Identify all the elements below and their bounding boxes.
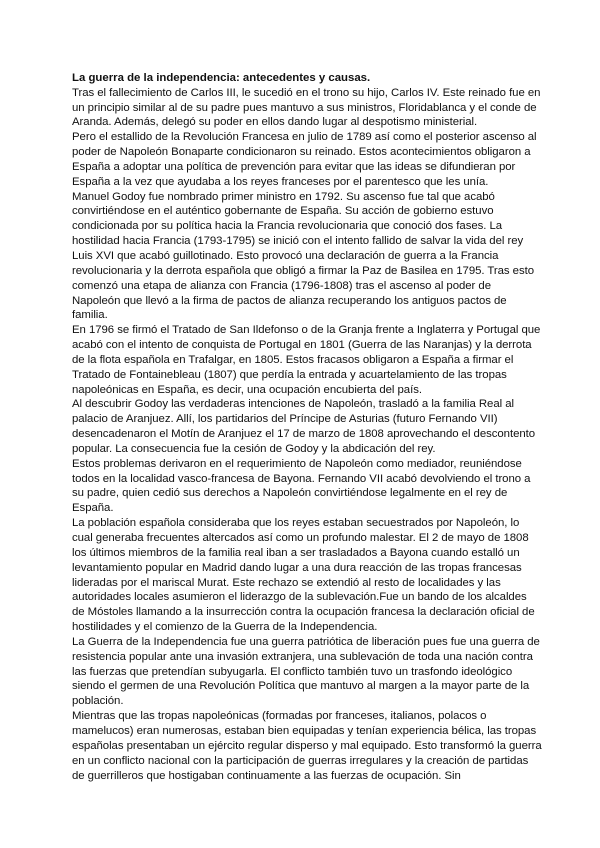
- paragraph-dos-de-mayo: La población española consideraba que los reyes estaban secuestrados por Napoleón, lo cual generaba frecuentes altercados así como un profundo malestar. El 2 de mayo de 1808 los últimos miembros de la familia real iban a ser trasladados a Bayona cuando estalló un levantamiento popular en Madrid dando lugar a una dura reacción de las tropas francesas lideradas por el mariscal Murat. Este rechazo se extendió al resto de localidades y las autoridades locales asumieron el liderazgo de la sublevación.Fue un bando de los alcaldes de Móstoles llamando a la insurrección contra la ocupación francesa la declaración oficial de hostilidades y el comienzo de la Guerra de la Independencia.: [72, 517, 535, 634]
- document-title: La guerra de la independencia: antecedentes y causas.: [72, 72, 371, 84]
- paragraph-bayona: Estos problemas derivaron en el requerimiento de Napoleón como mediador, reuniéndose todos en la localidad vasco-francesa de Bayona. Fernando VII acabó devolviendo el trono a su padre, quien cedió sus derechos a Napoleón convirtiéndose legalmente en el rey de España.: [72, 457, 531, 515]
- paragraph-guerra-patriotica: La Guerra de la Independencia fue una guerra patriótica de liberación pues fue una guerra de resistencia popular ante una invasión extranjera, una sublevación de toda una nación contra las fuerzas que pretendían subyugarla. El conflicto también tuvo un trasfondo ideológico siendo el germen de una Revolución Política que mantuvo al margen a la mayor parte de la población.: [72, 635, 540, 708]
- paragraph-tratado-san-ildefonso: En 1796 se firmó el Tratado de San Ildefonso o de la Granja frente a Inglaterra y Portugal que acabó con el intento de conquista de Portugal en 1801 (Guerra de las Naranjas) y la derrota de la flota española en Trafalgar, en 1805. Estos fracasos obligaron a España a firmar el Tratado de Fontainebleau (1807) que perdía la entrada y acuartelamiento de las tropas napoleónicas en España, es decir, una ocupación encubierta del país.: [72, 324, 541, 396]
- paragraph-carlos-iv: Tras el fallecimiento de Carlos III, le sucedió en el trono su hijo, Carlos IV. Este reinado fue en un principio similar al de su padre pues mantuvo a sus ministros, Floridablanca y el conde de Aranda. Además, delegó su poder en ellos dando lugar al despotismo ministerial.: [72, 86, 541, 129]
- paragraph-tropas: Mientras que las tropas napoleónicas (formadas por franceses, italianos, polacos o mamelucos) eran numerosas, estaban bien equipadas y tenían experiencia bélica, las tropas españolas presentaban un ejército regular disperso y mal equipado. Esto transformó la guerra en un conflicto nacional con la participación de guerras irregulares y la creación de partidas de guerrilleros que hostigaban continuamente a las fuerzas de ocupación. Sin: [72, 710, 542, 782]
- paragraph-revolucion-francesa: Pero el estallido de la Revolución Francesa en julio de 1789 así como el posterior ascenso al poder de Napoleón Bonaparte condicionaron su reinado. Estos acontecimientos obligaron a España a adoptar una política de prevención para evitar que las ideas se difundieran por España a la vez que ayudaba a los reyes franceses por el parentesco que les unía.: [72, 131, 537, 188]
- paragraph-godoy: Manuel Godoy fue nombrado primer ministro en 1792. Su ascenso fue tal que acabó convirtiéndose en el auténtico gobernante de España. Su acción de gobierno estuvo condicionada por su política hacia la Francia revolucionaria que conoció dos fases. La hostilidad hacia Francia (1793-1795) se inició con el intento fallido de salvar la vida del rey Luis XVI que acabó guillotinado. Esto provocó una declaración de guerra a la Francia revolucionaria y la derrota española que obligó a firmar la Paz de Basilea en 1795. Tras esto comenzó una etapa de alianza con Francia (1796-1808) tras el ascenso al poder de Napoleón que llevó a la firma de pactos de alianza recuperando los antiguos pactos de familia.: [72, 190, 535, 322]
- paragraph-motin-aranjuez: Al descubrir Godoy las verdaderas intenciones de Napoleón, trasladó a la familia Real al palacio de Aranjuez. Allí, los partidarios del Príncipe de Asturias (futuro Fernando VII) desencadenaron el Motín de Aranjuez el 17 de marzo de 1808 aprovechando el descontento popular. La consecuencia fue la cesión de Godoy y la abdicación del rey.: [72, 398, 536, 455]
